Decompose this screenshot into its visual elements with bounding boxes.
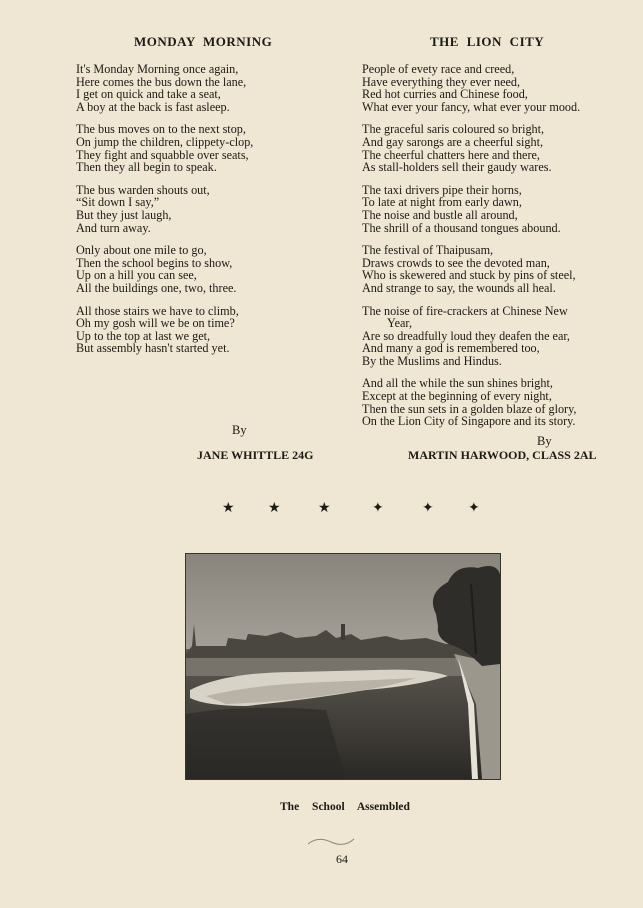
poem-lion-city xyxy=(362,34,632,438)
stanza xyxy=(362,305,632,368)
poem-line: The noise and bustle all around, xyxy=(362,207,518,222)
poem-title: THE LION CITY xyxy=(430,34,545,49)
stanza xyxy=(362,63,632,113)
poem-line: Up to the top at last we get, xyxy=(76,328,211,343)
stanza xyxy=(362,123,632,173)
poem-line: All the buildings one, two, three. xyxy=(76,280,237,295)
stanza xyxy=(362,244,632,294)
poem-monday-morning xyxy=(76,34,321,365)
poem-line: On the Lion City of Singapore and its story. xyxy=(362,414,576,429)
star-divider xyxy=(210,500,500,520)
poem-line: Then they all begin to speak. xyxy=(76,160,217,175)
poem-line: Here comes the bus down the lane, xyxy=(76,74,247,89)
photo-caption: The School Assembled xyxy=(280,801,410,813)
poem-line: The graceful saris coloured so bright, xyxy=(362,122,545,137)
page-number: 64 xyxy=(336,852,348,866)
poem-line: All those stairs we have to climb, xyxy=(76,303,239,318)
poem-line: Oh my gosh will we be on time? xyxy=(76,316,235,331)
poem-line: By the Muslims and Hindus. xyxy=(362,353,502,368)
poem-line: Then the sun sets in a golden blaze of glory, xyxy=(362,401,577,416)
poem-line: But they just laugh, xyxy=(76,207,172,222)
school-assembly-photo xyxy=(185,553,501,780)
stanza xyxy=(76,123,321,173)
poem-line: Only about one mile to go, xyxy=(76,243,207,258)
poem-line: The bus warden shouts out, xyxy=(76,182,210,197)
poem-line: Who is skewered and stuck by pins of steel, xyxy=(362,268,576,283)
poem-line: Except at the beginning of every night, xyxy=(362,389,552,404)
stanza xyxy=(362,184,632,234)
star-icon: ★ xyxy=(318,501,331,516)
stanza xyxy=(76,244,321,294)
stanza xyxy=(76,184,321,234)
flourish-ornament xyxy=(306,834,356,848)
poem-line: Then the school begins to show, xyxy=(76,255,233,270)
poem-line: People of evety race and creed, xyxy=(362,62,515,76)
poem-body xyxy=(76,63,321,355)
star-icon: ✦ xyxy=(372,501,384,516)
poem-line: What ever your fancy, what ever your mood. xyxy=(362,99,581,114)
poem-line: And many a god is remembered too, xyxy=(362,341,540,356)
poem-line: To late at night from early dawn, xyxy=(362,195,522,210)
poem-line: “Sit down I say,” xyxy=(76,195,160,210)
poem-line: The festival of Thaipusam, xyxy=(362,243,494,258)
poem-line: And strange to say, the wounds all heal. xyxy=(362,280,556,295)
poem-line: Up on a hill you can see, xyxy=(76,268,197,283)
poem-line: And turn away. xyxy=(76,220,151,235)
poem-title: MONDAY MORNING xyxy=(134,34,273,49)
poem-line: Are so dreadfully loud they deafen the ear, xyxy=(362,328,570,343)
stanza xyxy=(76,305,321,355)
stanza xyxy=(76,63,321,113)
poem-line: The cheerful chatters here and there, xyxy=(362,147,540,162)
poem-line: But assembly hasn't started yet. xyxy=(76,341,230,356)
author-name: JANE WHITTLE 24G xyxy=(197,448,314,462)
poem-line: The taxi drivers pipe their horns, xyxy=(362,182,522,197)
poem-line: It's Monday Morning once again, xyxy=(76,62,239,76)
star-icon: ✦ xyxy=(422,501,434,516)
poem-line: The bus moves on to the next stop, xyxy=(76,122,246,137)
poem-line: The noise of fire-crackers at Chinese New xyxy=(362,303,568,318)
poem-line: I get on quick and take a seat, xyxy=(76,87,221,102)
poem-line: Red hot curries and Chinese food, xyxy=(362,87,528,102)
poem-body xyxy=(362,63,632,428)
poem-line: Draws crowds to see the devoted man, xyxy=(362,255,550,270)
poem-line: They fight and squabble over seats, xyxy=(76,147,249,162)
poem-line: The shrill of a thousand tongues abound. xyxy=(362,220,561,235)
poem-line: A boy at the back is fast asleep. xyxy=(76,99,230,114)
stanza xyxy=(362,377,632,427)
star-icon: ✦ xyxy=(468,501,480,516)
author-name: MARTIN HARWOOD, CLASS 2AL xyxy=(408,448,597,462)
poem-line: As stall-holders sell their gaudy wares. xyxy=(362,160,552,175)
poem-line: Have everything they ever need, xyxy=(362,74,521,89)
poem-line: On jump the children, clippety-clop, xyxy=(76,134,254,149)
by-label: By xyxy=(232,423,247,437)
by-label: By xyxy=(537,434,552,448)
poem-line: And gay sarongs are a cheerful sight, xyxy=(362,134,544,149)
poem-line: And all the while the sun shines bright, xyxy=(362,376,553,391)
poem-line: Year, xyxy=(387,316,413,331)
star-icon: ★ xyxy=(268,501,281,516)
star-icon: ★ xyxy=(222,501,235,516)
photo-image xyxy=(186,554,500,779)
